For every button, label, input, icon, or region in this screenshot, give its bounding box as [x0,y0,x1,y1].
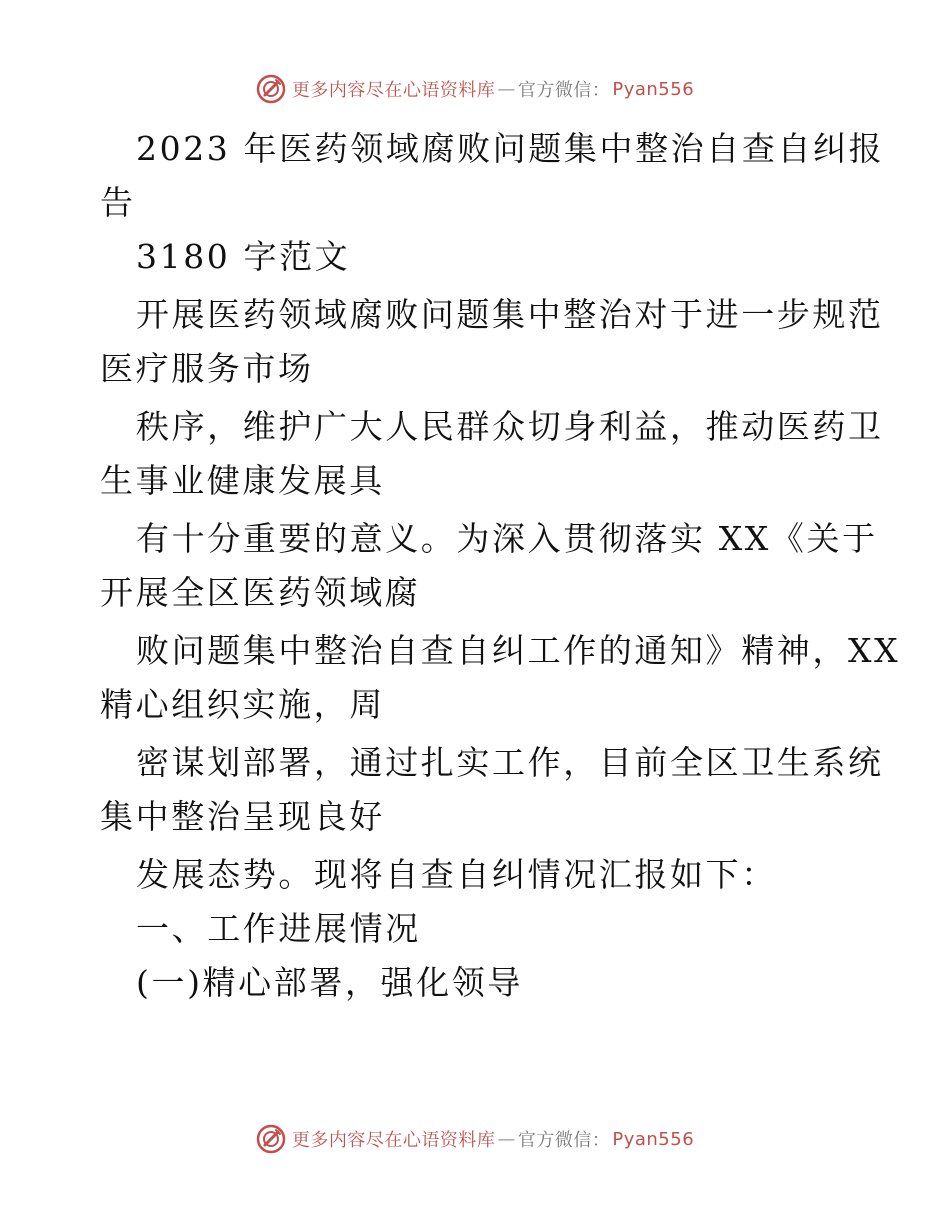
doc-paragraph-line: 败问题集中整治自查自纠工作的通知》精神，XX [136,631,901,670]
doc-paragraph-line: 精心组织实施，周 [100,685,385,724]
doc-paragraph-line: 有十分重要的意义。为深入贯彻落实 XX《关于 [136,519,878,558]
brand-logo-icon [256,74,286,104]
doc-paragraph-line: 集中整治呈现良好 [100,797,385,836]
doc-paragraph-line: 秩序，维护广大人民群众切身利益，推动医药卫 [136,407,884,446]
footer-watermark [0,1124,950,1154]
watermark-brand-text: 更多内容尽在心语资料库 [291,80,496,101]
doc-word-count: 3180 字范文 [136,237,351,276]
document-body [100,122,901,1010]
watermark-separator: — [497,1128,516,1150]
doc-paragraph-line: 生事业健康发展具 [100,461,385,500]
watermark-label: 官方微信： [517,80,611,101]
doc-title-line-2: 告 [100,183,136,222]
watermark-label: 官方微信： [517,1130,611,1151]
doc-paragraph-line: 医疗服务市场 [100,349,314,388]
doc-paragraph-line: 密谋划部署，通过扎实工作，目前全区卫生系统 [136,743,884,782]
watermark-brand-text: 更多内容尽在心语资料库 [291,1130,496,1151]
watermark-wechat-id: Pyan556 [612,78,695,100]
doc-section-heading: 一、工作进展情况 [136,909,421,948]
watermark-wechat-id: Pyan556 [612,1128,695,1150]
watermark-separator: — [497,78,516,100]
doc-paragraph-line: 开展医药领域腐败问题集中整治对于进一步规范 [136,295,884,334]
doc-title-line-1: 2023 年医药领域腐败问题集中整治自查自纠报 [136,129,885,168]
doc-paragraph-line: 发展态势。现将自查自纠情况汇报如下： [136,855,777,894]
doc-subsection-heading: (一)精心部署，强化领导 [136,963,523,1002]
doc-paragraph-line: 开展全区医药领域腐 [100,573,421,612]
header-watermark [0,74,950,104]
brand-logo-icon [256,1124,286,1154]
